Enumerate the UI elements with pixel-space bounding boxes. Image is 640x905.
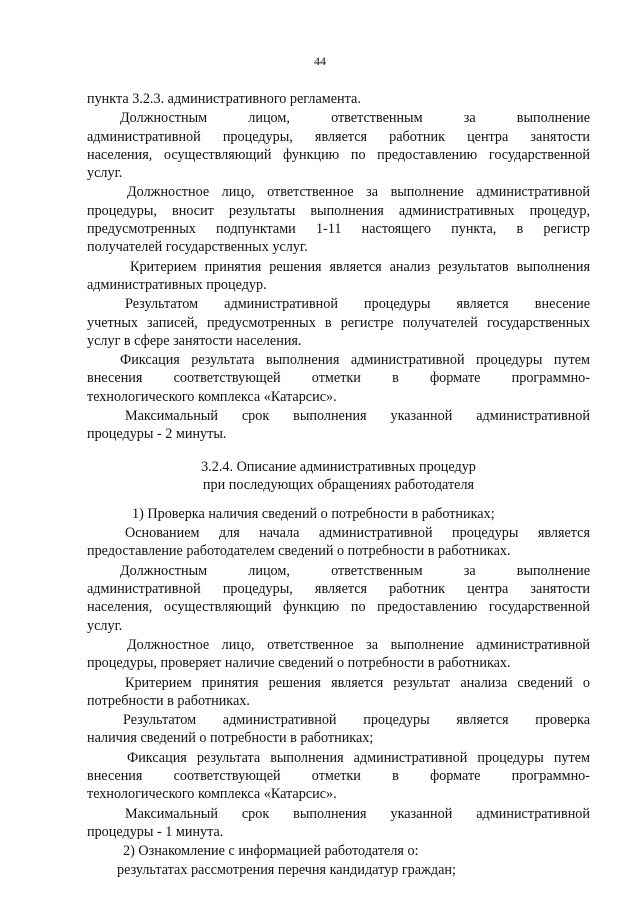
text-line: Результатом административной процедуры является внесение <box>125 296 590 313</box>
text-line: административной процедуры, является работник центра занятости <box>87 128 590 145</box>
text-line: процедуры, проверяет наличие сведений о потребности в работниках. <box>87 655 511 672</box>
text-line: Фиксация результата выполнения административной процедуры путем <box>120 352 590 369</box>
text-line: учетных записей, предусмотренных в регистре получателей государственных <box>87 314 590 331</box>
document-body <box>87 90 590 881</box>
paragraph <box>87 674 590 711</box>
text-line: результатах рассмотрения перечня кандидатур граждан; <box>117 862 456 879</box>
text-line: услуг. <box>87 617 123 634</box>
text-line: 2) Ознакомление с информацией работодателя о: <box>123 843 419 860</box>
text-line: населения, осуществляющий функцию по предоставлению государственной <box>87 599 590 616</box>
text-line: Критерием принятия решения является результат анализа сведений о <box>125 674 590 691</box>
paragraph <box>87 636 590 673</box>
paragraph <box>87 524 590 561</box>
text-line: Должностным лицом, ответственным за выполнение <box>120 110 590 127</box>
paragraph <box>87 562 590 635</box>
text-line: потребности в работниках. <box>87 692 250 709</box>
text-line: получателей государственных услуг. <box>87 239 308 256</box>
text-line: внесения соответствующей отметки в формате программно- <box>87 370 590 387</box>
heading-line: 3.2.4. Описание административных процедур <box>201 458 476 475</box>
paragraph <box>87 505 590 523</box>
text-line: Критерием принятия решения является анализ результатов выполнения <box>130 258 590 275</box>
text-line: Должностное лицо, ответственное за выполнение административной <box>127 184 590 201</box>
text-line: административной процедуры, является работник центра занятости <box>87 581 590 598</box>
text-line: процедуры, вносит результаты выполнения административных процедур, <box>87 202 590 219</box>
text-line: Должностным лицом, ответственным за выполнение <box>120 562 590 579</box>
paragraph <box>87 711 590 748</box>
text-line: процедуры - 2 минуты. <box>87 426 227 443</box>
text-line: населения, осуществляющий функцию по предоставлению государственной <box>87 146 590 163</box>
text-line: технологического комплекса «Катарсис». <box>87 388 337 405</box>
text-line: Должностное лицо, ответственное за выполнение административной <box>127 636 590 653</box>
text-line: услуг в сфере занятости населения. <box>87 332 302 349</box>
text-line: Максимальный срок выполнения указанной административной <box>125 805 590 822</box>
text-line: внесения соответствующей отметки в формате программно- <box>87 767 590 784</box>
text-line: 1) Проверка наличия сведений о потребности в работниках; <box>132 505 495 522</box>
text-line: Максимальный срок выполнения указанной административной <box>125 408 590 425</box>
text-line: предоставление работодателем сведений о потребности в работниках. <box>87 543 511 560</box>
paragraph <box>87 351 590 406</box>
heading-line: при последующих обращениях работодателя <box>202 477 475 494</box>
text-line: технологического комплекса «Катарсис». <box>87 786 337 803</box>
paragraph <box>87 842 590 860</box>
paragraph <box>87 407 590 444</box>
text-line: наличия сведений о потребности в работниках; <box>87 730 374 747</box>
text-line: пункта 3.2.3. административного регламента. <box>87 91 361 107</box>
paragraph <box>87 183 590 256</box>
paragraph <box>87 109 590 182</box>
text-line: административных процедур. <box>87 276 267 293</box>
paragraph <box>87 90 590 108</box>
text-line: услуг. <box>87 165 123 182</box>
text-line: процедуры - 1 минута. <box>87 823 224 840</box>
text-line: предусмотренных подпунктами 1-11 настоящего пункта, в регистр <box>87 221 590 238</box>
section-heading <box>87 458 590 495</box>
text-line: Основанием для начала административной процедуры является <box>125 525 590 542</box>
paragraph <box>87 258 590 295</box>
paragraph <box>87 861 590 879</box>
text-line: Фиксация результата выполнения административной процедуры путем <box>127 749 590 766</box>
paragraph <box>87 749 590 804</box>
text-line: Результатом административной процедуры является проверка <box>123 712 590 729</box>
paragraph <box>87 295 590 350</box>
page-number: 44 <box>314 54 326 68</box>
paragraph <box>87 805 590 842</box>
